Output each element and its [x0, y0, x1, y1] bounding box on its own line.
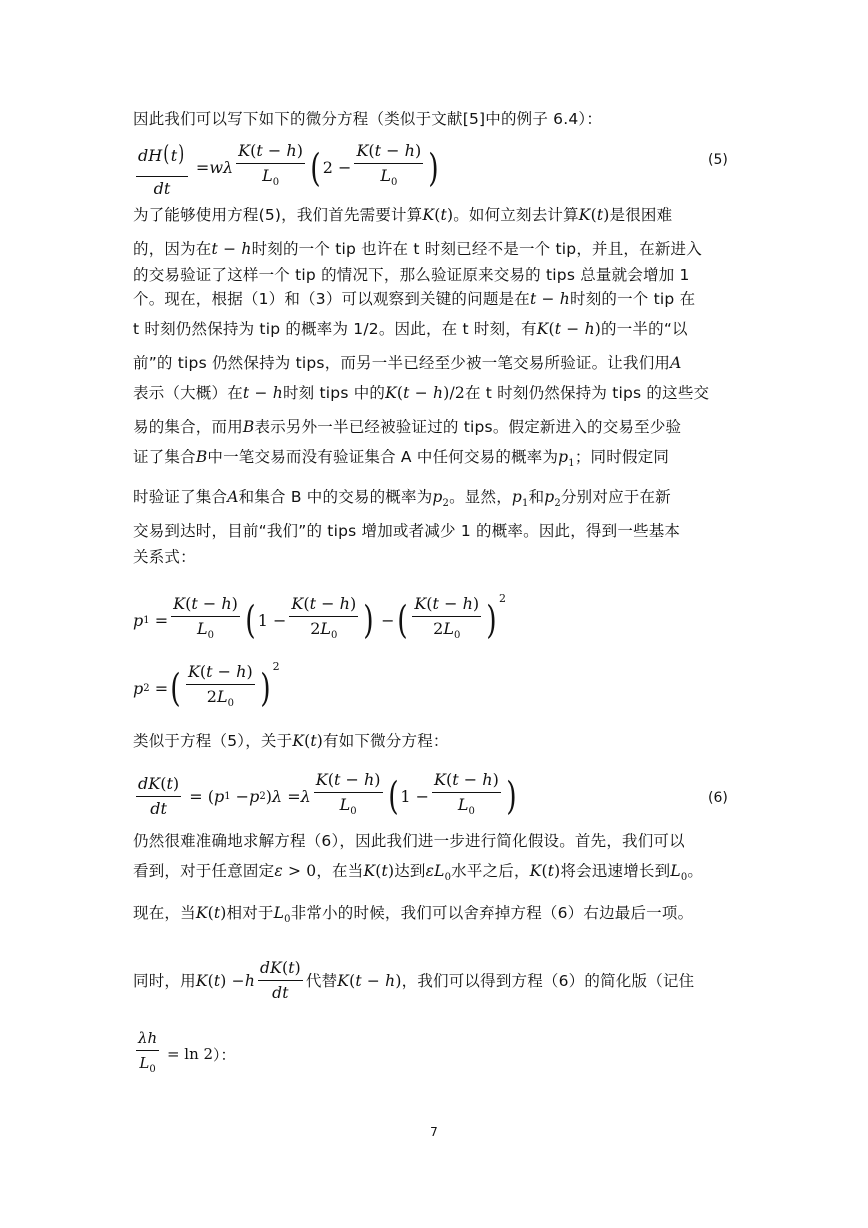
substitution-line: 同时，用 K ( t ) − h $\frac{dK(t)}{dt}$ 代替 K ( t − h ) ，我们可以得到方程（6）的简化版（记住 — [133, 959, 695, 1002]
body-paragraph-2: 为了能够使用方程(5)，我们首先需要计算K(t)。如何立刻去计算K(t)是很困难 的，因为在t − h时刻的一个 tip 也许在 t 时刻已经不是一个 tip，并且，在新进入 的交易验证了这样一个 tip 的情况下，那么验证原来交易的 tips 总量就会增加 1 个。现在，根据（1）和（3）可以观察到关键的问题是在t − h时刻的一个 tip 在 t 时刻仍然保持为 tip 的概率为 1/2。因此，在 t 时刻，有K(t − h)的一半的“以 前”的 tips 仍然保持为 tips，而另一半已经至少被一笔交易所验证。让我们用A 表示（大概）在t − h时刻 tips 中的K(t − h)/2在 t 时刻仍然保持为 tips 的这些交 易的集合，而用B表示另外一半已经被验证过的 tips。假定新进入的交易至少验 证了集合B中一笔交易而没有验证集合 A 中任何交易的概率为$p_1$；同时假定同 时验证了集合A和集合 B 中的交易的概率为$p_2$。显然，$p_1$和$p_2$分别对应于在新 交易到达时，目前“我们”的 tips 增加或者减少 1 的概率。因此，得到一些基本 关系式： — [133, 206, 710, 566]
equation-5-label: (5) — [708, 152, 728, 168]
equation-p2: p 2 = ( $\frac{K(t - h)}{2L_0}$ ) $^2$ — [133, 660, 280, 711]
intro-paragraph: 因此我们可以写下如下的微分方程（类似于文献[5]中的例子 6.4）： — [133, 110, 603, 128]
equation-5: $\frac{dH(t)}{dt}$ = wλ $\frac{K(t - h)}{L_0}$ ( 2 − $\frac{K(t - h)}{L_0}$ ) — [133, 136, 441, 199]
assumption-equation: $\frac{\lambda h}{L_0}$ = ln 2 ）： — [138, 1029, 236, 1075]
body-paragraph-4: 仍然很难准确地求解方程（6），因此我们进一步进行简化假设。首先，我们可以 看到，对于任意固定ε > 0，在当K(t)达到$\varepsilon L_0$水平之后，K(t)将会迅速增长到$L_0$。 现在，当K(t)相对于$L_0$非常小的时候，我们可以舍弃掉方程（6）右边最后一项。 — [133, 832, 704, 926]
page-number: 7 — [430, 1125, 438, 1139]
equation-p1: p 1 = $\frac{K(t - h)}{L_0}$ ( 1 − $\frac{K(t - h)}{2L_0}$ ) − ( $\frac{K(t - h)}{2L_0}$ ) $^2$ — [133, 592, 506, 643]
equation-6-label: (6) — [708, 790, 728, 806]
body-paragraph-3: 类似于方程（5），关于K(t)有如下微分方程： — [133, 732, 449, 750]
equation-6: $\frac{dK(t)}{dt}$ = ( p 1 − p 2 ) λ = λ $\frac{K(t - h)}{L_0}$ ( 1 − $\frac{K(t - h)}{L_0}$ ) — [138, 770, 517, 819]
